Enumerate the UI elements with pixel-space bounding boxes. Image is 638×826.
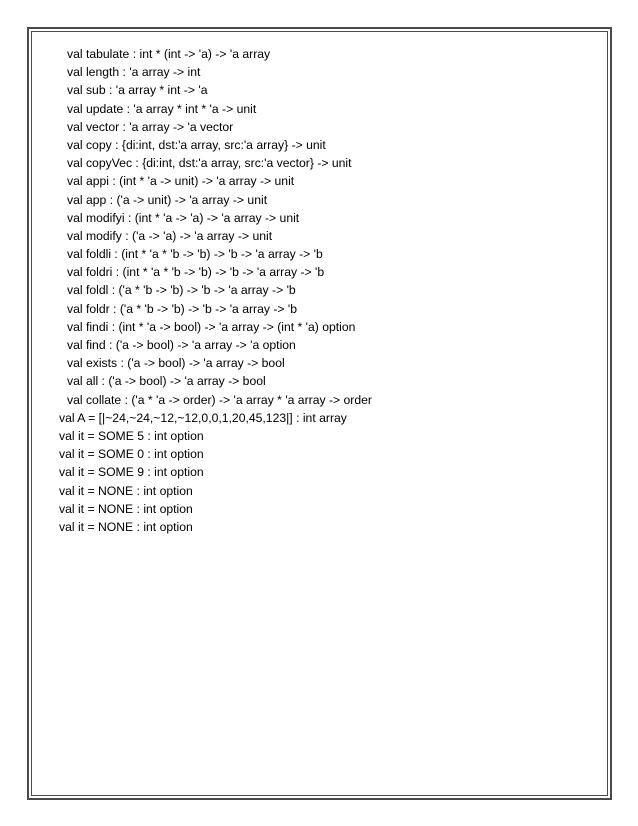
result-line: val A = [|~24,~24,~12,~12,0,0,1,20,45,123|] : int array — [59, 410, 347, 425]
result-line: val it = SOME 0 : int option — [59, 447, 204, 462]
signature-line: val find : ('a -> bool) -> 'a array -> 'a option — [67, 338, 296, 352]
signature-line: val findi : (int * 'a -> bool) -> 'a array -> (int * 'a) option — [67, 319, 356, 334]
signature-line: val foldl : ('a * 'b -> 'b) -> 'b -> 'a array -> 'b — [67, 283, 296, 298]
signature-line: val foldri : (int * 'a * 'b -> 'b) -> 'b -> 'a array -> 'b — [67, 265, 325, 280]
result-line: val it = NONE : int option — [59, 519, 193, 534]
signature-line: val copyVec : {di:int, dst:'a array, src:'a vector} -> unit — [67, 156, 352, 171]
result-block — [0, 409, 638, 536]
signature-line: val vector : 'a array -> 'a vector — [67, 119, 234, 134]
result-line: val it = SOME 9 : int option — [59, 465, 204, 480]
signature-line: val modify : ('a -> 'a) -> 'a array -> unit — [67, 228, 273, 243]
signature-line: val sub : 'a array * int -> 'a — [67, 83, 208, 98]
signature-line: val app : ('a -> unit) -> 'a array -> unit — [67, 192, 268, 207]
signature-line: val appi : (int * 'a -> unit) -> 'a array -> unit — [67, 174, 295, 189]
signature-block — [0, 45, 638, 409]
code-listing — [0, 45, 638, 536]
result-line: val it = SOME 5 : int option — [59, 428, 204, 443]
signature-line: val all : ('a -> bool) -> 'a array -> bool — [67, 374, 266, 389]
result-line: val it = NONE : int option — [59, 501, 193, 516]
signature-line: val length : 'a array -> int — [67, 65, 201, 80]
signature-line: val tabulate : int * (int -> 'a) -> 'a array — [67, 47, 271, 61]
signature-line: val modifyi : (int * 'a -> 'a) -> 'a array -> unit — [67, 210, 300, 225]
signature-line: val update : 'a array * int * 'a -> unit — [67, 101, 257, 116]
signature-line: val exists : ('a -> bool) -> 'a array -> bool — [67, 356, 285, 371]
result-line: val it = NONE : int option — [59, 483, 193, 498]
signature-line: val copy : {di:int, dst:'a array, src:'a array} -> unit — [67, 137, 326, 152]
signature-line: val collate : ('a * 'a -> order) -> 'a array * 'a array -> order — [67, 392, 372, 407]
signature-line: val foldli : (int * 'a * 'b -> 'b) -> 'b -> 'a array -> 'b — [67, 247, 323, 262]
signature-line: val foldr : ('a * 'b -> 'b) -> 'b -> 'a array -> 'b — [67, 301, 298, 316]
